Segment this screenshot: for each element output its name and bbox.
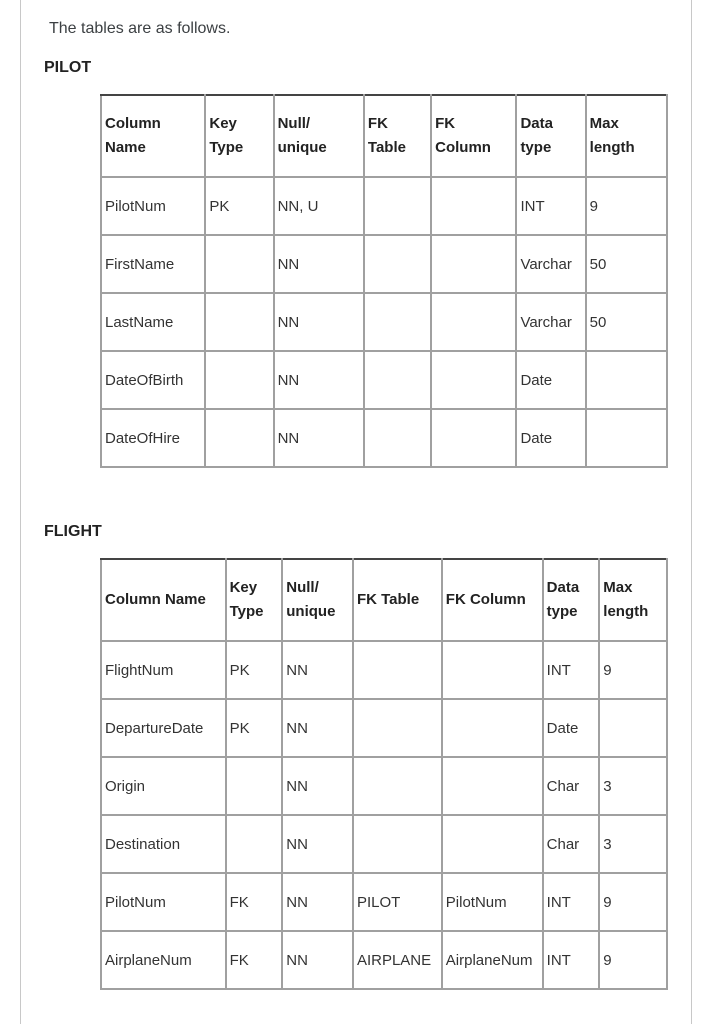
cell: Origin [101,757,226,815]
cell: NN [274,293,364,351]
cell: 9 [586,177,667,235]
cell: AIRPLANE [353,931,442,989]
cell [442,641,543,699]
header-cell: Key Type [205,95,273,177]
cell [599,699,667,757]
cell: NN, U [274,177,364,235]
cell: AirplaneNum [442,931,543,989]
cell: Char [543,815,600,873]
cell [353,815,442,873]
cell [431,177,516,235]
page-border-left [20,0,21,1024]
cell: INT [543,641,600,699]
table-row [101,409,667,467]
table-row [101,931,667,989]
cell: FirstName [101,235,205,293]
cell: Varchar [516,235,585,293]
header-cell: FK Table [364,95,431,177]
header-cell: Null/ unique [274,95,364,177]
cell [205,235,273,293]
table-row [101,177,667,235]
flight-table [100,558,668,990]
cell: NN [274,235,364,293]
cell: 3 [599,757,667,815]
header-cell: Data type [516,95,585,177]
table-row [101,815,667,873]
cell: NN [282,641,353,699]
page-border-right [691,0,692,1024]
header-cell: Data type [543,559,600,641]
cell [353,757,442,815]
cell [442,757,543,815]
cell [431,409,516,467]
header-cell: Column Name [101,95,205,177]
cell: NN [274,409,364,467]
header-cell: FK Table [353,559,442,641]
cell [364,177,431,235]
header-cell: FK Column [442,559,543,641]
cell: FK [226,873,283,931]
cell [353,641,442,699]
flight-section-title: FLIGHT [44,523,102,540]
cell: NN [282,873,353,931]
table-row [101,351,667,409]
cell: Varchar [516,293,585,351]
cell: PilotNum [101,873,226,931]
table-row [101,235,667,293]
table-row [101,641,667,699]
cell: PK [226,699,283,757]
header-cell: Max length [586,95,667,177]
cell: NN [282,699,353,757]
cell: NN [282,815,353,873]
cell: Destination [101,815,226,873]
cell [431,351,516,409]
cell [205,293,273,351]
cell: INT [516,177,585,235]
cell: DateOfBirth [101,351,205,409]
cell [431,235,516,293]
cell [364,351,431,409]
table-row [101,757,667,815]
cell [442,815,543,873]
cell [431,293,516,351]
intro-text: The tables are as follows. [49,20,231,37]
cell: PK [226,641,283,699]
table-header-row [101,559,667,641]
header-cell: Column Name [101,559,226,641]
table-row [101,699,667,757]
cell [226,815,283,873]
cell: PILOT [353,873,442,931]
cell [205,351,273,409]
cell: NN [274,351,364,409]
cell: FK [226,931,283,989]
cell [364,235,431,293]
cell: Char [543,757,600,815]
cell [353,699,442,757]
cell [442,699,543,757]
header-cell: Null/ unique [282,559,353,641]
table-header-row [101,95,667,177]
cell: DepartureDate [101,699,226,757]
header-cell: Max length [599,559,667,641]
cell [226,757,283,815]
cell: FlightNum [101,641,226,699]
cell: Date [543,699,600,757]
cell: NN [282,931,353,989]
cell [364,293,431,351]
cell: AirplaneNum [101,931,226,989]
cell: PilotNum [101,177,205,235]
cell: INT [543,931,600,989]
cell: 9 [599,873,667,931]
table-row [101,293,667,351]
cell: DateOfHire [101,409,205,467]
header-cell: FK Column [431,95,516,177]
cell: 9 [599,641,667,699]
header-cell: Key Type [226,559,283,641]
cell: Date [516,351,585,409]
cell: LastName [101,293,205,351]
cell: NN [282,757,353,815]
cell: 3 [599,815,667,873]
cell [364,409,431,467]
cell: 50 [586,293,667,351]
cell: PK [205,177,273,235]
cell: 9 [599,931,667,989]
cell [205,409,273,467]
cell: INT [543,873,600,931]
table-row [101,873,667,931]
cell [586,351,667,409]
cell: Date [516,409,585,467]
pilot-section-title: PILOT [44,59,92,76]
cell: 50 [586,235,667,293]
cell: PilotNum [442,873,543,931]
pilot-table [100,94,668,468]
cell [586,409,667,467]
